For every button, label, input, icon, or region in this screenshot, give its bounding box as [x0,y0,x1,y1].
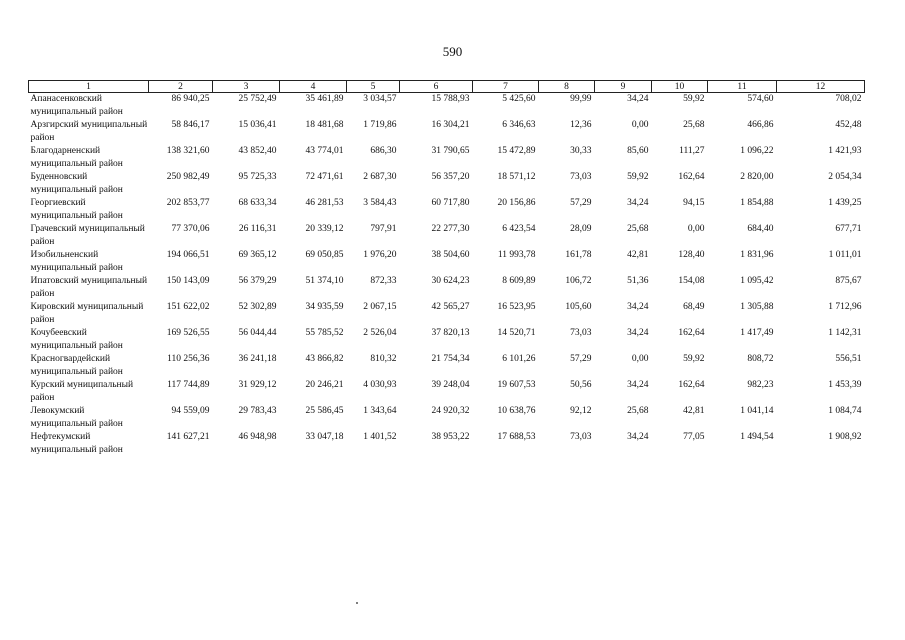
table-cell-col-5: 2 526,04 [363,328,397,338]
table-cell-col-7: 5 425,60 [502,94,536,104]
table-cell-col-7: 18 571,12 [497,172,536,182]
table-cell-col-11: 684,40 [747,224,774,234]
table-row [29,197,865,223]
table-cell-col-9: 34,24 [627,198,649,208]
table-cell-col-9: 34,24 [627,94,649,104]
header-row [29,81,865,93]
table-cell-col-6: 39 248,04 [431,380,470,390]
table-cell-col-6: 38 504,60 [431,250,470,260]
table-cell-col-9: 42,81 [627,250,649,260]
table-cell-col-3: 46 948,98 [238,432,277,442]
table-cell-col-9: 0,00 [631,120,649,130]
table-cell-col-6: 42 565,27 [431,302,470,312]
table-cell-col-8: 73,03 [570,432,592,442]
table-cell-col-2: 94 559,09 [171,406,210,416]
table-cell-col-9: 25,68 [627,406,649,416]
table-cell-col-4: 33 047,18 [305,432,344,442]
table-cell-col-10: 68,49 [683,302,705,312]
table-cell-col-10: 25,68 [683,120,705,130]
column-header-11: 11 [708,81,777,93]
table-cell-col-7: 19 607,53 [497,380,536,390]
table-cell-col-4: 18 481,68 [305,120,344,130]
table-cell-col-10: 162,64 [678,328,705,338]
table-cell-col-5: 797,91 [370,224,397,234]
table-cell-col-10: 162,64 [678,172,705,182]
table-cell-col-7: 6 423,54 [502,224,536,234]
table-cell-col-5: 1 343,64 [363,406,397,416]
table-cell-col-3: 36 241,18 [238,354,277,364]
district-name: Буденновский муниципальный район [30,172,123,195]
table-cell-col-11: 466,86 [747,120,774,130]
table-cell-col-5: 4 030,93 [363,380,397,390]
table-cell-col-9: 34,24 [627,432,649,442]
table-cell-col-11: 1 494,54 [740,432,774,442]
table-cell-col-11: 1 854,88 [740,198,774,208]
district-name: Курский муниципальный район [30,380,134,403]
table-cell-col-2: 169 526,55 [166,328,210,338]
table-cell-col-8: 161,78 [565,250,592,260]
table-cell-col-6: 22 277,30 [431,224,470,234]
district-name: Изобильненский муниципальный район [30,250,123,273]
table-cell-col-9: 34,24 [627,380,649,390]
table-cell-col-11: 1 041,14 [740,406,774,416]
table-cell-col-4: 43 866,82 [305,354,344,364]
table-cell-col-6: 56 357,20 [431,172,470,182]
table-cell-col-12: 1 439,25 [828,198,862,208]
table-row [29,275,865,301]
table-cell-col-12: 2 054,34 [828,172,862,182]
table-cell-col-11: 808,72 [747,354,774,364]
table-cell-col-7: 10 638,76 [497,406,536,416]
table-cell-col-9: 34,24 [627,328,649,338]
table-cell-col-5: 2 687,30 [363,172,397,182]
column-header-12: 12 [777,81,865,93]
table-cell-col-3: 43 852,40 [238,146,277,156]
district-name: Кировский муниципальный район [30,302,144,325]
table-cell-col-5: 1 401,52 [363,432,397,442]
table-cell-col-3: 69 365,12 [238,250,277,260]
column-header-3: 3 [213,81,280,93]
column-header-2: 2 [149,81,213,93]
table-cell-col-8: 99,99 [570,94,592,104]
table-cell-col-8: 50,56 [570,380,592,390]
table-cell-col-8: 73,03 [570,328,592,338]
table-cell-col-2: 250 982,49 [166,172,210,182]
table-cell-col-12: 1 421,93 [828,146,862,156]
district-name: Ипатовский муниципальный район [30,276,148,299]
table-cell-col-9: 25,68 [627,224,649,234]
table-cell-col-2: 151 622,02 [166,302,210,312]
table-cell-col-8: 57,29 [570,198,592,208]
table-cell-col-2: 117 744,89 [167,380,210,390]
table-cell-col-11: 574,60 [747,94,774,104]
district-name: Благодарненский муниципальный район [30,146,123,169]
table-cell-col-10: 0,00 [687,224,705,234]
table-cell-col-12: 875,67 [835,276,862,286]
district-name: Георгиевский муниципальный район [30,198,123,221]
table-cell-col-10: 77,05 [683,432,705,442]
district-name: Красногвардейский муниципальный район [30,354,123,377]
table-cell-col-12: 1 908,92 [828,432,862,442]
table-cell-col-4: 34 935,59 [305,302,344,312]
table-cell-col-4: 55 785,52 [305,328,344,338]
table-cell-col-5: 3 584,43 [363,198,397,208]
table-cell-col-8: 28,09 [570,224,592,234]
table-cell-col-5: 872,33 [370,276,397,286]
table-cell-col-6: 37 820,13 [431,328,470,338]
table-cell-col-4: 25 586,45 [305,406,344,416]
table-cell-col-2: 58 846,17 [171,120,210,130]
table-cell-col-6: 21 754,34 [431,354,470,364]
table-cell-col-10: 94,15 [683,198,705,208]
table-cell-col-10: 59,92 [683,94,705,104]
table-cell-col-11: 982,23 [747,380,774,390]
table-cell-col-3: 29 783,43 [238,406,277,416]
table-cell-col-12: 708,02 [835,94,862,104]
table-cell-col-8: 92,12 [570,406,592,416]
column-header-7: 7 [473,81,539,93]
table-cell-col-2: 77 370,06 [171,224,210,234]
table-cell-col-12: 452,48 [835,120,862,130]
table-cell-col-7: 6 101,26 [502,354,536,364]
table-cell-col-8: 57,29 [570,354,592,364]
table-cell-col-3: 56 379,29 [238,276,277,286]
table-cell-col-7: 20 156,86 [497,198,536,208]
table-cell-col-8: 30,33 [570,146,592,156]
table-cell-col-6: 30 624,23 [431,276,470,286]
table-cell-col-5: 2 067,15 [363,302,397,312]
column-header-8: 8 [539,81,595,93]
table-cell-col-4: 69 050,85 [305,250,344,260]
table-cell-col-11: 2 820,00 [740,172,774,182]
table-cell-col-12: 1 453,39 [828,380,862,390]
table-row [29,145,865,171]
table-cell-col-7: 15 472,89 [497,146,536,156]
column-header-9: 9 [595,81,652,93]
table-cell-col-6: 38 953,22 [431,432,470,442]
table-cell-col-12: 1 011,01 [828,250,862,260]
table-cell-col-12: 556,51 [835,354,862,364]
table-row [29,249,865,275]
table-cell-col-9: 85,60 [627,146,649,156]
district-name: Кочубеевский муниципальный район [30,328,123,351]
table-cell-col-6: 60 717,80 [431,198,470,208]
table-cell-col-3: 56 044,44 [238,328,277,338]
table-cell-col-2: 86 940,25 [171,94,210,104]
table-cell-col-4: 20 339,12 [305,224,344,234]
table-row [29,327,865,353]
table-cell-col-4: 20 246,21 [305,380,344,390]
district-name: Арзгирский муниципальный район [30,120,148,143]
table-cell-col-11: 1 831,96 [740,250,774,260]
table-cell-col-7: 16 523,95 [497,302,536,312]
table-cell-col-3: 95 725,33 [238,172,277,182]
table-cell-col-9: 51,36 [627,276,649,286]
district-name: Нефтекумский муниципальный район [30,432,123,455]
table-cell-col-12: 1 084,74 [828,406,862,416]
table-cell-col-7: 6 346,63 [502,120,536,130]
table-cell-col-4: 72 471,61 [305,172,344,182]
table-cell-col-10: 111,27 [679,146,705,156]
district-name: Грачевский муниципальный район [30,224,145,247]
table-cell-col-6: 15 788,93 [431,94,470,104]
table-body [29,93,865,458]
table-cell-col-3: 31 929,12 [238,380,277,390]
table-cell-col-6: 24 920,32 [431,406,470,416]
column-header-5: 5 [347,81,400,93]
table-row [29,405,865,431]
table-cell-col-5: 3 034,57 [363,94,397,104]
table-cell-col-3: 52 302,89 [238,302,277,312]
table-cell-col-8: 12,36 [570,120,592,130]
table-row [29,353,865,379]
table-cell-col-4: 46 281,53 [305,198,344,208]
table-cell-col-3: 15 036,41 [238,120,277,130]
table-cell-col-4: 51 374,10 [305,276,344,286]
column-header-6: 6 [400,81,473,93]
table-cell-col-10: 42,81 [683,406,705,416]
table-cell-col-9: 34,24 [627,302,649,312]
table-cell-col-11: 1 417,49 [740,328,774,338]
table-cell-col-7: 8 609,89 [502,276,536,286]
page-number: 590 [442,44,463,59]
table-row [29,431,865,457]
column-header-4: 4 [280,81,347,93]
column-header-10: 10 [652,81,708,93]
column-header-1: 1 [29,81,149,93]
table-cell-col-5: 1 719,86 [363,120,397,130]
table-cell-col-7: 14 520,71 [497,328,536,338]
table-cell-col-3: 68 633,34 [238,198,277,208]
table-cell-col-4: 43 774,01 [305,146,344,156]
table-cell-col-11: 1 096,22 [740,146,774,156]
table-row [29,119,865,145]
table-cell-col-10: 128,40 [678,250,705,260]
table-cell-col-8: 73,03 [570,172,592,182]
table-cell-col-8: 106,72 [565,276,592,286]
table-row [29,93,865,120]
table-cell-col-5: 1 976,20 [363,250,397,260]
data-table [28,80,865,457]
table-cell-col-2: 202 853,77 [166,198,210,208]
table-cell-col-3: 26 116,31 [238,224,277,234]
table-cell-col-10: 59,92 [683,354,705,364]
table-cell-col-10: 154,08 [678,276,705,286]
table-cell-col-5: 810,32 [370,354,397,364]
table-cell-col-12: 677,71 [835,224,862,234]
table-cell-col-6: 16 304,21 [431,120,470,130]
table-cell-col-2: 141 627,21 [166,432,210,442]
table-cell-col-3: 25 752,49 [238,94,277,104]
table-cell-col-4: 35 461,89 [305,94,344,104]
table-cell-col-2: 194 066,51 [166,250,210,260]
table-cell-col-12: 1 712,96 [828,302,862,312]
table-cell-col-11: 1 095,42 [740,276,774,286]
table-cell-col-11: 1 305,88 [740,302,774,312]
table-row [29,171,865,197]
table-cell-col-2: 110 256,36 [167,354,210,364]
district-name: Левокумский муниципальный район [30,406,123,429]
table-cell-col-9: 59,92 [627,172,649,182]
table-cell-col-9: 0,00 [631,354,649,364]
table-cell-col-5: 686,30 [370,146,397,156]
table-row [29,223,865,249]
table-cell-col-12: 1 142,31 [828,328,862,338]
table-cell-col-8: 105,60 [565,302,592,312]
table-cell-col-7: 11 993,78 [497,250,536,260]
table-cell-col-2: 150 143,09 [166,276,210,286]
table-cell-col-6: 31 790,65 [431,146,470,156]
table-cell-col-7: 17 688,53 [497,432,536,442]
table-row [29,301,865,327]
district-name: Апанасенковский муниципальный район [30,94,123,117]
scan-dot [356,602,358,604]
table-cell-col-2: 138 321,60 [166,146,210,156]
table-row [29,379,865,405]
table-cell-col-10: 162,64 [678,380,705,390]
